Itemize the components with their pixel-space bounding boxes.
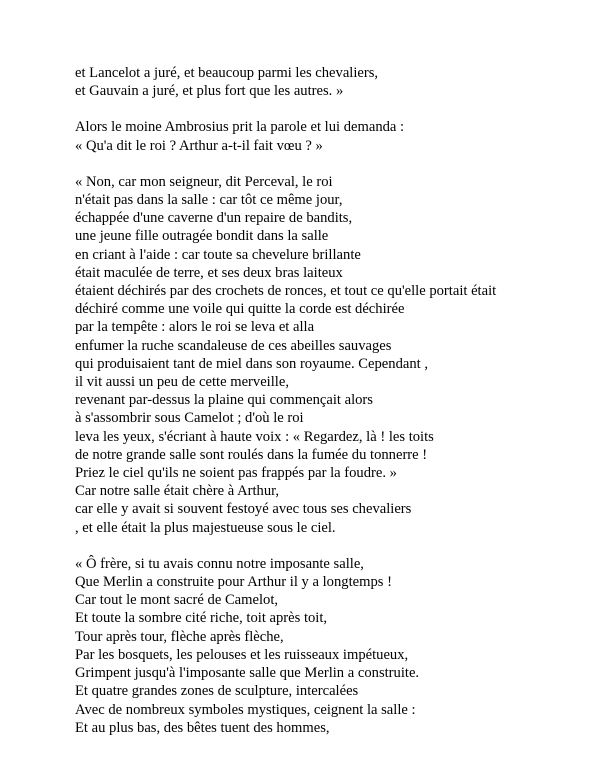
text-line: Priez le ciel qu'ils ne soient pas frappés par la foudre. » xyxy=(75,465,397,482)
text-line: revenant par-dessus la plaine qui commençait alors xyxy=(75,392,373,409)
text-line: Alors le moine Ambrosius prit la parole et lui demanda : xyxy=(75,119,405,136)
text-line: Et au plus bas, des bêtes tuent des hommes, xyxy=(75,719,330,736)
text-line: car elle y avait si souvent festoyé avec tous ses chevaliers xyxy=(75,501,412,518)
stanza-4 xyxy=(75,555,575,737)
text-line: par la tempête : alors le roi se leva et alla xyxy=(75,319,315,336)
text-line: était maculée de terre, et ses deux bras laiteux xyxy=(75,264,343,281)
text-line: Car tout le mont sacré de Camelot, xyxy=(75,592,279,609)
text-line: et Lancelot a juré, et beaucoup parmi les chevaliers, xyxy=(75,65,379,81)
text-line: Avec de nombreux symboles mystiques, ceignent la salle : xyxy=(75,701,416,718)
text-line: , et elle était la plus majestueuse sous le ciel. xyxy=(75,519,336,536)
text-line: Et toute la sombre cité riche, toit après toit, xyxy=(75,610,328,627)
text-line: Et quatre grandes zones de sculpture, intercalées xyxy=(75,683,359,700)
text-line: en criant à l'aide : car toute sa chevelure brillante xyxy=(75,246,361,263)
text-line: Grimpent jusqu'à l'imposante salle que Merlin a construite. xyxy=(75,665,420,682)
text-line: déchiré comme une voile qui quitte la corde est déchirée xyxy=(75,301,405,318)
text-line: Car notre salle était chère à Arthur, xyxy=(75,483,280,500)
text-line: « Ô frère, si tu avais connu notre imposante salle, xyxy=(75,555,364,572)
text-line: une jeune fille outragée bondit dans la salle xyxy=(75,228,329,245)
text-line: et Gauvain a juré, et plus fort que les autres. » xyxy=(75,83,344,100)
text-line: Par les bosquets, les pelouses et les ruisseaux impétueux, xyxy=(75,646,409,663)
text-line: « Qu'a dit le roi ? Arthur a-t-il fait vœu ? » xyxy=(75,137,323,154)
stanza-2 xyxy=(75,118,575,154)
text-line: à s'assombrir sous Camelot ; d'où le roi xyxy=(75,410,304,427)
text-line: il vit aussi un peu de cette merveille, xyxy=(75,374,289,391)
text-line: Tour après tour, flèche après flèche, xyxy=(75,628,284,645)
text-line: enfumer la ruche scandaleuse de ces abeilles sauvages xyxy=(75,337,392,354)
text-line: étaient déchirés par des crochets de ronces, et tout ce qu'elle portait était xyxy=(75,283,497,300)
stanza-3 xyxy=(75,173,575,537)
poem-text xyxy=(75,64,575,755)
text-line: échappée d'une caverne d'un repaire de bandits, xyxy=(75,210,353,227)
text-line: « Non, car mon seigneur, dit Perceval, le roi xyxy=(75,173,333,190)
text-line: de notre grande salle sont roulés dans la fumée du tonnerre ! xyxy=(75,446,428,463)
text-line: n'était pas dans la salle : car tôt ce même jour, xyxy=(75,192,343,209)
text-line: qui produisaient tant de miel dans son royaume. Cependant , xyxy=(75,355,429,372)
stanza-1 xyxy=(75,64,575,100)
text-line: leva les yeux, s'écriant à haute voix : « Regardez, là ! les toits xyxy=(75,428,434,445)
text-line: Que Merlin a construite pour Arthur il y a longtemps ! xyxy=(75,574,392,591)
